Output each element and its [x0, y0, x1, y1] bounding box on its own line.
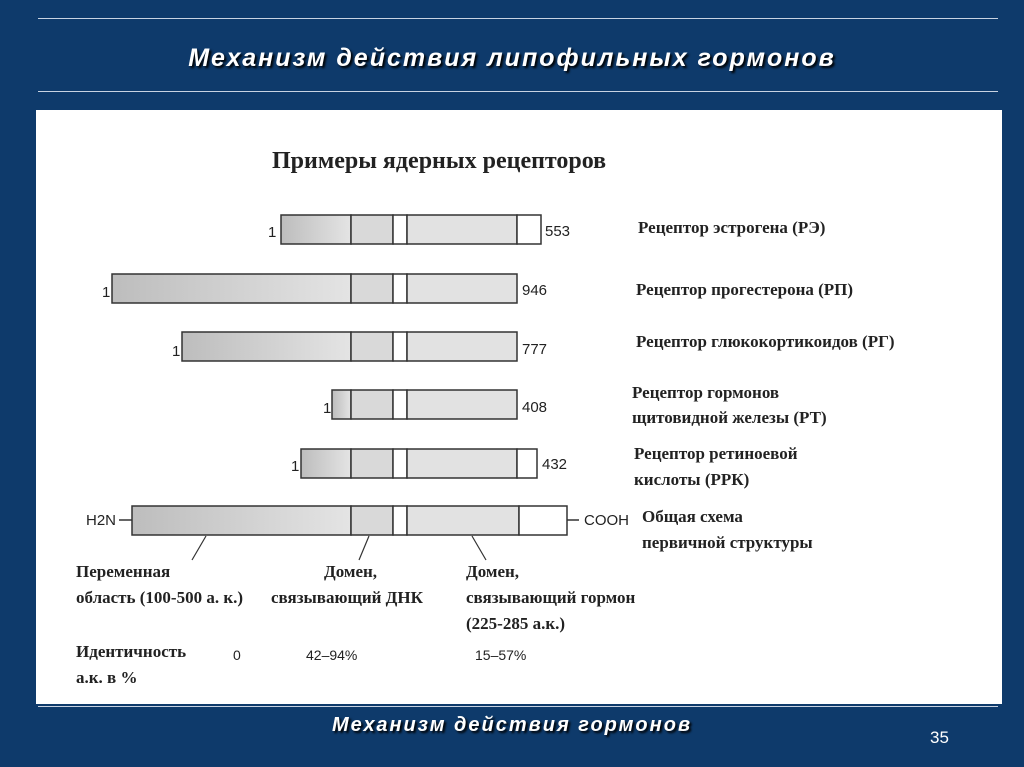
- variable-leader-line: [192, 536, 206, 560]
- dna-domain-label-line1: Домен,: [324, 562, 378, 581]
- receptor-start: 1: [268, 224, 277, 241]
- receptor-diagram: [36, 110, 1002, 704]
- hormone-domain-label-line2: связывающий гормон: [466, 588, 636, 607]
- receptor-name: Рецептор эстрогена (РЭ): [638, 218, 826, 237]
- receptor-name: Рецептор глюкокортикоидов (РГ): [636, 332, 895, 351]
- receptor-name-line1: Рецептор гормонов: [632, 383, 780, 402]
- identity-hormone-value: 15–57%: [475, 647, 527, 663]
- receptor-name-line2: кислоты (РРК): [634, 470, 750, 489]
- slide-title: Механизм действия липофильных гормонов: [188, 44, 836, 72]
- general-structure-bar: [119, 506, 579, 535]
- receptor-start: 1: [323, 400, 332, 417]
- receptor-length: 553: [545, 223, 571, 240]
- receptor-bar-retinoic: [301, 449, 537, 478]
- receptor-length: 946: [522, 282, 548, 299]
- footer-title: Механизм действия гормонов: [331, 714, 693, 736]
- receptor-name-line2: щитовидной железы (РТ): [632, 408, 827, 427]
- receptor-bar-thyroid: [332, 390, 517, 419]
- dna-domain-leader-line: [359, 536, 369, 560]
- figure-panel: [36, 110, 1002, 704]
- identity-label-line1: Идентичность: [76, 642, 187, 661]
- hormone-domain-label-line3: (225-285 а.к.): [466, 614, 566, 633]
- identity-label-line2: а.к. в %: [76, 668, 138, 687]
- general-name-line2: первичной структуры: [642, 533, 813, 552]
- receptor-bar-progesterone: [112, 274, 517, 303]
- identity-dna-value: 42–94%: [306, 647, 358, 663]
- receptor-bar-glucocorticoid: [182, 332, 517, 361]
- general-name-line1: Общая схема: [642, 507, 743, 526]
- dna-domain-label-line2: связывающий ДНК: [271, 588, 423, 607]
- variable-region-label-line2: область (100-500 а. к.): [76, 588, 244, 607]
- receptor-name: Рецептор прогестерона (РП): [636, 280, 854, 299]
- figure-title: Примеры ядерных рецепторов: [272, 148, 607, 174]
- hormone-domain-label-line1: Домен,: [466, 562, 520, 581]
- title-underline: [38, 91, 998, 92]
- receptor-bar-estrogen: [281, 215, 541, 244]
- identity-variable-value: 0: [233, 647, 241, 663]
- c-terminus-label: COOH: [584, 512, 629, 529]
- footer-rule: [38, 706, 998, 707]
- receptor-start: 1: [291, 458, 300, 475]
- hormone-domain-leader-line: [472, 536, 486, 560]
- page-number: 35: [930, 728, 949, 747]
- receptor-name-line1: Рецептор ретиноевой: [634, 444, 798, 463]
- receptor-length: 777: [522, 341, 548, 358]
- receptor-start: 1: [102, 284, 111, 301]
- variable-region-label-line1: Переменная: [76, 562, 171, 581]
- n-terminus-label: H2N: [86, 512, 117, 529]
- receptor-length: 432: [542, 456, 568, 473]
- receptor-length: 408: [522, 399, 548, 416]
- receptor-start: 1: [172, 343, 181, 360]
- top-rule: [38, 18, 998, 19]
